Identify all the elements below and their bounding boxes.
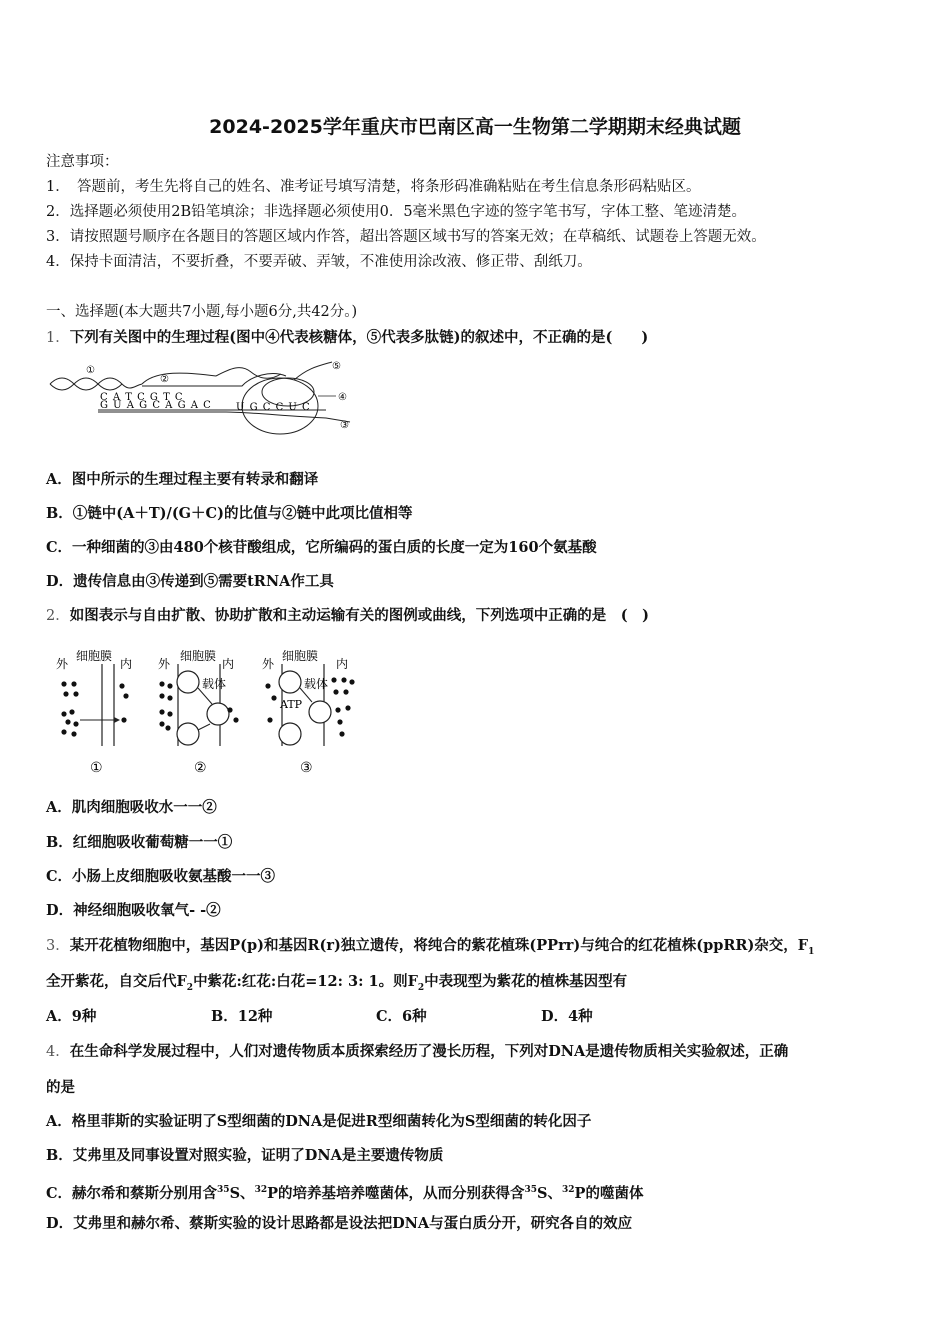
outside-label: 外 [158, 657, 171, 671]
notice-item: 3．请按照题号顺序在各题目的答题区域内作答，超出答题区域书写的答案无效；在草稿纸、试题卷上答题无效。 [46, 229, 766, 245]
transcription-translation-figure [46, 356, 366, 440]
page-title: 2024-2025学年重庆市巴南区高一生物第二学期期末经典试题 [209, 116, 741, 138]
section-heading: 一、选择题(本大题共7小题,每小题6分,共42分。) [46, 304, 358, 320]
inside-label: 内 [336, 657, 349, 671]
option-d: D．遗传信息由③传递到⑤需要tRNA作工具 [46, 573, 334, 590]
inside-label: 内 [120, 657, 133, 671]
subscript: 2 [417, 982, 425, 993]
panel-2-caption: ② [194, 760, 207, 776]
superscript: 35 [524, 1185, 538, 1195]
option-text: P的噬菌体 [574, 1184, 644, 1202]
membrane-label: 细胞膜 [180, 649, 217, 663]
option-text: S、 [229, 1184, 255, 1202]
membrane-label: 细胞膜 [76, 649, 113, 663]
label-1: ① [86, 365, 95, 376]
option-text: P的培养基培养噬菌体，从而分别获得含 [267, 1184, 525, 1202]
dna-sequence: C A T C G T C [100, 392, 184, 403]
notice-heading: 注意事项： [46, 154, 119, 170]
question-2-stem [46, 606, 649, 626]
option-d: D．神经细胞吸收氧气- -② [46, 902, 221, 919]
subscript: 2 [186, 982, 194, 993]
membrane-transport-figure [54, 642, 364, 778]
option-b: B．红细胞吸收葡萄糖一一① [46, 834, 233, 851]
option-a: A．肌肉细胞吸收水一一② [46, 799, 217, 816]
carrier-label: 载体 [304, 677, 329, 691]
question-number: 1． [46, 330, 70, 346]
rna-sequence: G U A G C A G A C [100, 400, 212, 411]
outside-label: 外 [56, 657, 69, 671]
inside-label: 内 [222, 657, 235, 671]
option-c [46, 1180, 643, 1204]
atp-label: ATP [280, 698, 303, 711]
question-text: 中紫花:红花:白花=12: 3: 1。则F [193, 973, 418, 990]
question-4-stem-line2: 的是 [46, 1079, 75, 1096]
option-d: D．艾弗里和赫尔希、蔡斯实验的设计思路都是设法把DNA与蛋白质分开，研究各自的效应 [46, 1215, 633, 1232]
label-3: ③ [340, 420, 349, 431]
question-3-stem [46, 936, 814, 962]
notice-item: 2．选择题必须使用2B铅笔填涂；非选择题必须使用0．5毫米黑色字迹的签字笔书写，字体工整、笔迹清楚。 [46, 204, 747, 220]
superscript: 32 [562, 1185, 575, 1195]
label-5: ⑤ [332, 361, 341, 372]
superscript: 32 [254, 1185, 268, 1195]
option-b: B．①链中(A＋T)/(G＋C)的比值与②链中此项比值相等 [46, 505, 413, 522]
question-number: 3． [46, 938, 70, 954]
carrier-label: 载体 [202, 677, 227, 691]
question-text: 如图表示与自由扩散、协助扩散和主动运输有关的图例或曲线，下列选项中正确的是 ( ) [69, 607, 649, 624]
label-2: ② [160, 374, 169, 385]
option-c: C．一种细菌的③由480个核苷酸组成，它所编码的蛋白质的长度一定为160个氨基酸 [46, 539, 597, 556]
option-a: A．格里菲斯的实验证明了S型细菌的DNA是促进R型细菌转化为S型细菌的转化因子 [46, 1113, 592, 1130]
question-text: 全开紫花，自交后代F [46, 973, 187, 990]
option-text: S、 [537, 1184, 563, 1202]
notice-item: 1． 答题前，考生先将自己的姓名、准考证号填写清楚，将条形码准确粘贴在考生信息条形码粘贴区。 [46, 179, 701, 195]
question-text: 某开花植物细胞中，基因P(p)和基因R(r)独立遗传，将纯合的紫花植珠(PPrr)与纯合的红花植株(ppRR)杂交，F [69, 937, 809, 954]
option-a: A．图中所示的生理过程主要有转录和翻译 [46, 471, 319, 488]
question-text: 在生命科学发展过程中，人们对遗传物质本质探索经历了漫长历程，下列对DNA是遗传物质相关实验叙述，正确 [69, 1043, 789, 1060]
question-1-stem [46, 328, 648, 348]
notice-item: 4．保持卡面清洁，不要折叠，不要弄破、弄皱，不准使用涂改液、修正带、刮纸刀。 [46, 254, 592, 270]
subscript: 1 [808, 946, 815, 957]
panel-1-caption: ① [90, 760, 103, 776]
label-4: ④ [338, 392, 347, 403]
option-text: C．赫尔希和蔡斯分别用含 [46, 1184, 218, 1202]
option-b: B．艾弗里及同事设置对照实验，证明了DNA是主要遗传物质 [46, 1147, 444, 1164]
question-text: 中表现型为紫花的植株基因型有 [424, 973, 628, 990]
option-b: B．12种 [211, 1008, 273, 1025]
membrane-label: 细胞膜 [282, 649, 319, 663]
superscript: 35 [217, 1185, 230, 1195]
question-3-options [46, 1007, 706, 1027]
option-c: C．6种 [376, 1008, 427, 1025]
codon-sequence: U G C C U C [236, 402, 311, 413]
option-d: D．4种 [541, 1008, 593, 1025]
question-text: 下列有关图中的生理过程(图中④代表核糖体，⑤代表多肽链)的叙述中，不正确的是( ) [69, 329, 649, 346]
question-4-stem [46, 1042, 788, 1062]
question-3-stem-line2 [46, 972, 627, 998]
question-number: 4． [46, 1044, 70, 1060]
option-a: A．9种 [46, 1008, 97, 1025]
option-c: C．小肠上皮细胞吸收氨基酸一一③ [46, 868, 276, 885]
panel-3-caption: ③ [300, 760, 313, 776]
question-number: 2． [46, 608, 70, 624]
outside-label: 外 [262, 657, 275, 671]
